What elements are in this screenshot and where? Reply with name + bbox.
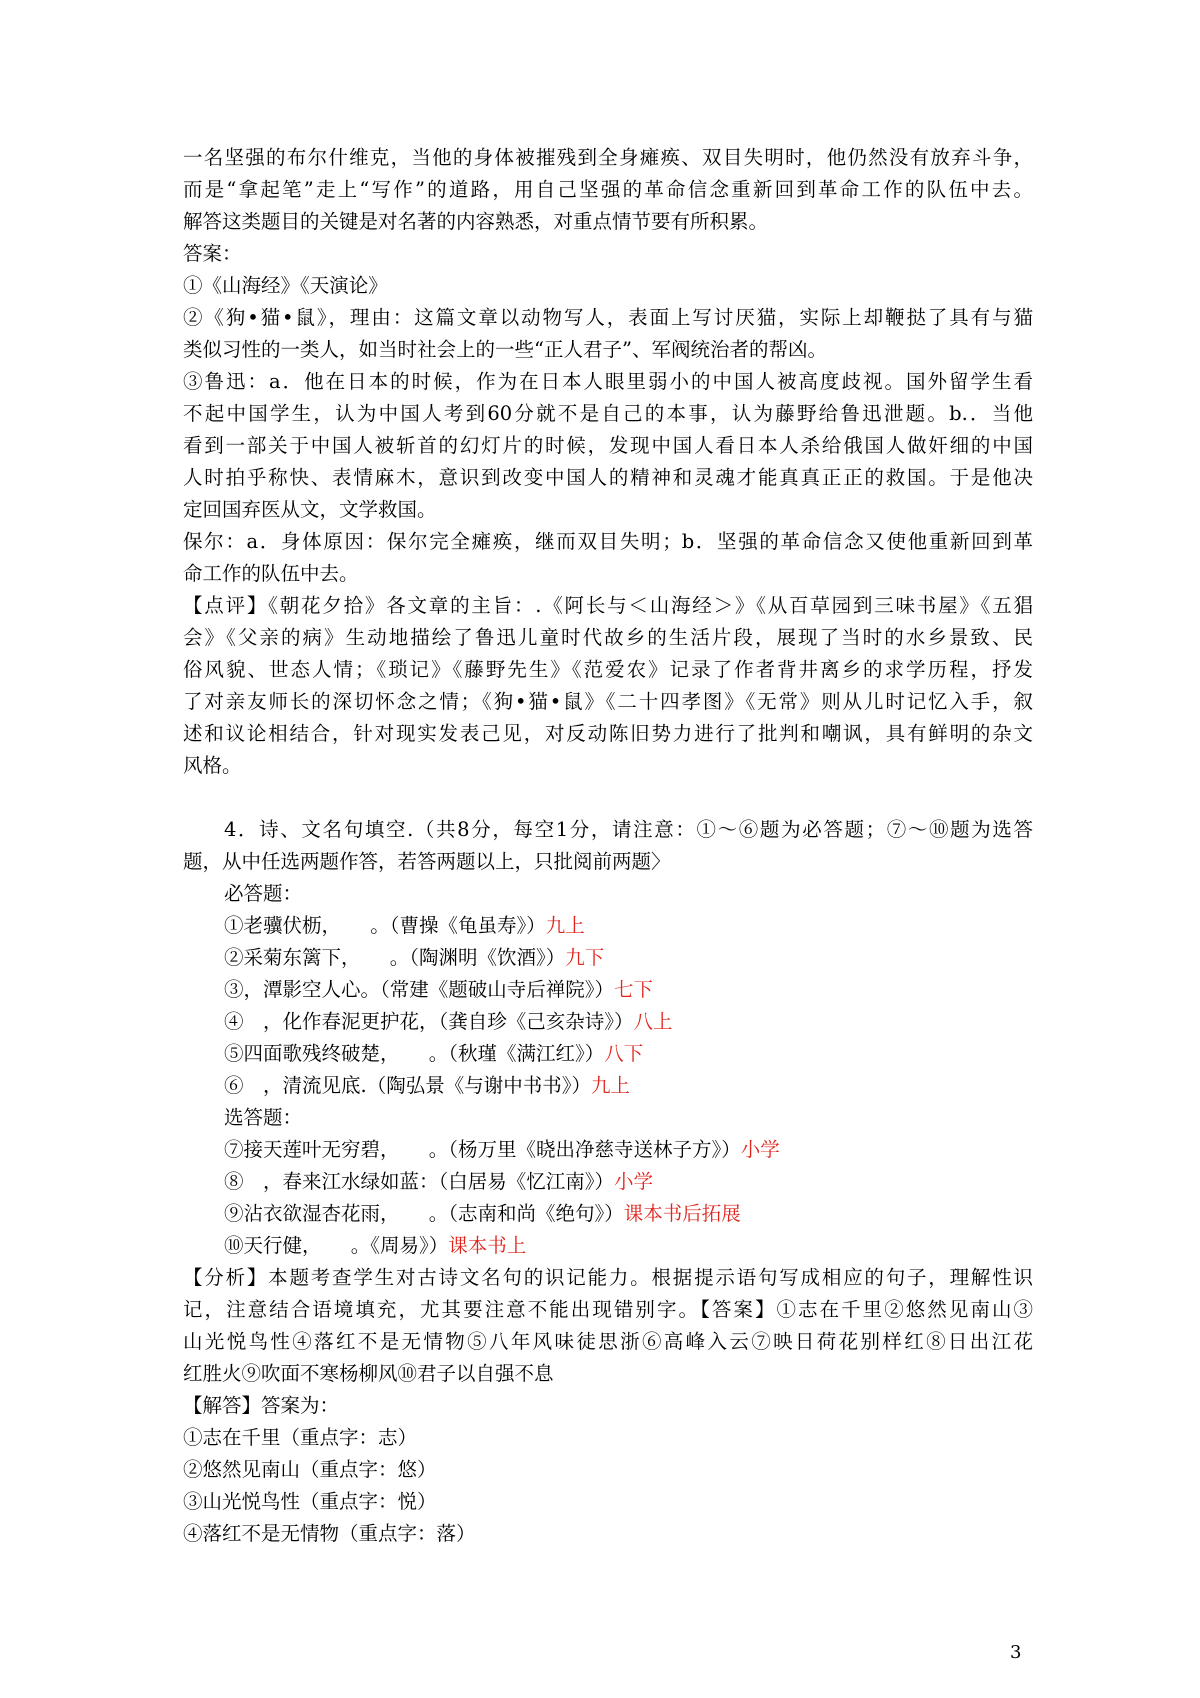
answer-label: 答案： bbox=[183, 242, 242, 265]
required-item bbox=[183, 1006, 1033, 1038]
required-item bbox=[183, 910, 1033, 942]
grade-tag: 七下 bbox=[614, 978, 654, 1001]
solution-line: ④落红不是无情物（重点字：落） bbox=[183, 1522, 476, 1545]
grade-tag: 八上 bbox=[633, 1010, 673, 1033]
comment-line: 述和议论相结合，针对现实发表己见，对反动陈旧势力进行了批判和嘲讽，具有鲜明的杂文 bbox=[183, 722, 1033, 745]
answer-item-3-line: 不起中国学生，认为中国人考到60分就不是自己的本事，认为藤野给鲁迅泄题。b.．当他 bbox=[183, 402, 1033, 425]
item-text: ③，潭影空人心。（常建《题破山寺后禅院》） bbox=[224, 978, 615, 1001]
answer-item-1: ①《山海经》《天演论》 bbox=[183, 274, 388, 297]
required-label: 必答题： bbox=[224, 882, 303, 905]
grade-tag: 九上 bbox=[545, 914, 585, 937]
required-item bbox=[183, 942, 1033, 974]
answer-item-3-line: 人时拍乎称快、表情麻木，意识到改变中国人的精神和灵魂才能真真正正的救国。于是他决 bbox=[183, 466, 1033, 489]
paragraph-line: 而是“拿起笔”走上“写作”的道路，用自己坚强的革命信念重新回到革命工作的队伍中去。 bbox=[183, 178, 1033, 201]
solution-line: ③山光悦鸟性（重点字：悦） bbox=[183, 1490, 437, 1513]
optional-label: 选答题： bbox=[224, 1106, 303, 1129]
answer-item-2-line: 类似习性的一类人，如当时社会上的一些“正人君子”、军阀统治者的帮凶。 bbox=[183, 338, 827, 361]
item-text: ⑤四面歌残终破楚， 。（秋瑾《满江红》） bbox=[224, 1042, 605, 1065]
grade-tag: 课本书后拓展 bbox=[623, 1202, 741, 1225]
document-body bbox=[183, 142, 1033, 1550]
answer-item-2-line: ②《狗•猫•鼠》，理由：这篇文章以动物写人，表面上写讨厌猫，实际上却鞭挞了具有与猫 bbox=[183, 306, 1033, 329]
answer-item-3-line: 定回国弃医从文，文学救国。 bbox=[183, 498, 437, 521]
question-4-title: 题，从中任选两题作答，若答两题以上，只批阅前两题〉 bbox=[183, 850, 671, 873]
page-number: 3 bbox=[1010, 1642, 1022, 1663]
analysis-line: 记，注意结合语境填充，尤其要注意不能出现错别字。【答案】①志在千里②悠然见南山③ bbox=[183, 1298, 1033, 1321]
answer-item-3-line: 看到一部关于中国人被斩首的幻灯片的时候，发现中国人看日本人杀给俄国人做奸细的中国 bbox=[183, 434, 1033, 457]
grade-tag: 小学 bbox=[614, 1170, 654, 1193]
required-item bbox=[183, 1038, 1033, 1070]
analysis-line: 【分析】本题考查学生对古诗文名句的识记能力。根据提示语句写成相应的句子，理解性识 bbox=[183, 1266, 1033, 1289]
optional-item bbox=[183, 1134, 1033, 1166]
grade-tag: 九下 bbox=[565, 946, 605, 969]
solution-label: 【解答】答案为： bbox=[183, 1394, 340, 1417]
comment-line: 了对亲友师长的深切怀念之情；《狗•猫•鼠》《二十四孝图》《无常》则从儿时记忆入手，叙 bbox=[183, 690, 1033, 713]
paragraph-line: 解答这类题目的关键是对名著的内容熟悉，对重点情节要有所积累。 bbox=[183, 210, 769, 233]
item-text: ④ ，化作春泥更护花，（龚自珍《己亥杂诗》） bbox=[224, 1010, 634, 1033]
item-text: ⑦接天莲叶无穷碧， 。（杨万里《晓出净慈寺送林子方》） bbox=[224, 1138, 741, 1161]
grade-tag: 课本书上 bbox=[448, 1234, 527, 1257]
item-text: ⑨沾衣欲湿杏花雨， 。（志南和尚《绝句》） bbox=[224, 1202, 624, 1225]
item-text: ⑩天行健， 。《周易》） bbox=[224, 1234, 449, 1257]
solution-line: ②悠然见南山（重点字：悠） bbox=[183, 1458, 437, 1481]
comment-line: 会》《父亲的病》生动地描绘了鲁迅儿童时代故乡的生活片段，展现了当时的水乡景致、民 bbox=[183, 626, 1033, 649]
optional-item bbox=[183, 1166, 1033, 1198]
question-4-title: 4．诗、文名句填空.（共8分，每空1分，请注意：①～⑥题为必答题；⑦～⑩题为选答 bbox=[224, 818, 1033, 841]
grade-tag: 九上 bbox=[590, 1074, 630, 1097]
optional-item bbox=[183, 1198, 1033, 1230]
answer-item-4-line: 保尔：a．身体原因：保尔完全瘫痪，继而双目失明；b．坚强的革命信念又使他重新回到革 bbox=[183, 530, 1033, 553]
grade-tag: 小学 bbox=[740, 1138, 780, 1161]
answer-item-4-line: 命工作的队伍中去。 bbox=[183, 562, 359, 585]
grade-tag: 八下 bbox=[604, 1042, 644, 1065]
answer-item-3-line: ③鲁迅：a．他在日本的时候，作为在日本人眼里弱小的中国人被高度歧视。国外留学生看 bbox=[183, 370, 1033, 393]
item-text: ②采菊东篱下， 。（陶渊明《饮酒》） bbox=[224, 946, 566, 969]
comment-line: 俗风貌、世态人情；《琐记》《藤野先生》《范爱农》记录了作者背井离乡的求学历程，抒发 bbox=[183, 658, 1033, 681]
solution-line: ①志在千里（重点字：志） bbox=[183, 1426, 418, 1449]
comment-line: 风格。 bbox=[183, 754, 242, 777]
analysis-line: 山光悦鸟性④落红不是无情物⑤八年风味徒思浙⑥高峰入云⑦映日荷花别样红⑧日出江花 bbox=[183, 1330, 1033, 1353]
required-item bbox=[183, 1070, 1033, 1102]
item-text: ①老骥伏枥， 。（曹操《龟虽寿》） bbox=[224, 914, 546, 937]
paragraph-line: 一名坚强的布尔什维克，当他的身体被摧残到全身瘫痪、双目失明时，他仍然没有放弃斗争， bbox=[183, 146, 1033, 169]
analysis-line: 红胜火⑨吹面不寒杨柳风⑩君子以自强不息 bbox=[183, 1362, 554, 1385]
item-text: ⑧ ，春来江水绿如蓝：（白居易《忆江南》） bbox=[224, 1170, 615, 1193]
comment-line: 【点评】《朝花夕拾》各文章的主旨：.《阿长与＜山海经＞》《从百草园到三味书屋》《五猖 bbox=[183, 594, 1033, 617]
required-item bbox=[183, 974, 1033, 1006]
optional-item bbox=[183, 1230, 1033, 1262]
item-text: ⑥ ，清流见底.（陶弘景《与谢中书书》） bbox=[224, 1074, 591, 1097]
spacer bbox=[183, 782, 1033, 814]
